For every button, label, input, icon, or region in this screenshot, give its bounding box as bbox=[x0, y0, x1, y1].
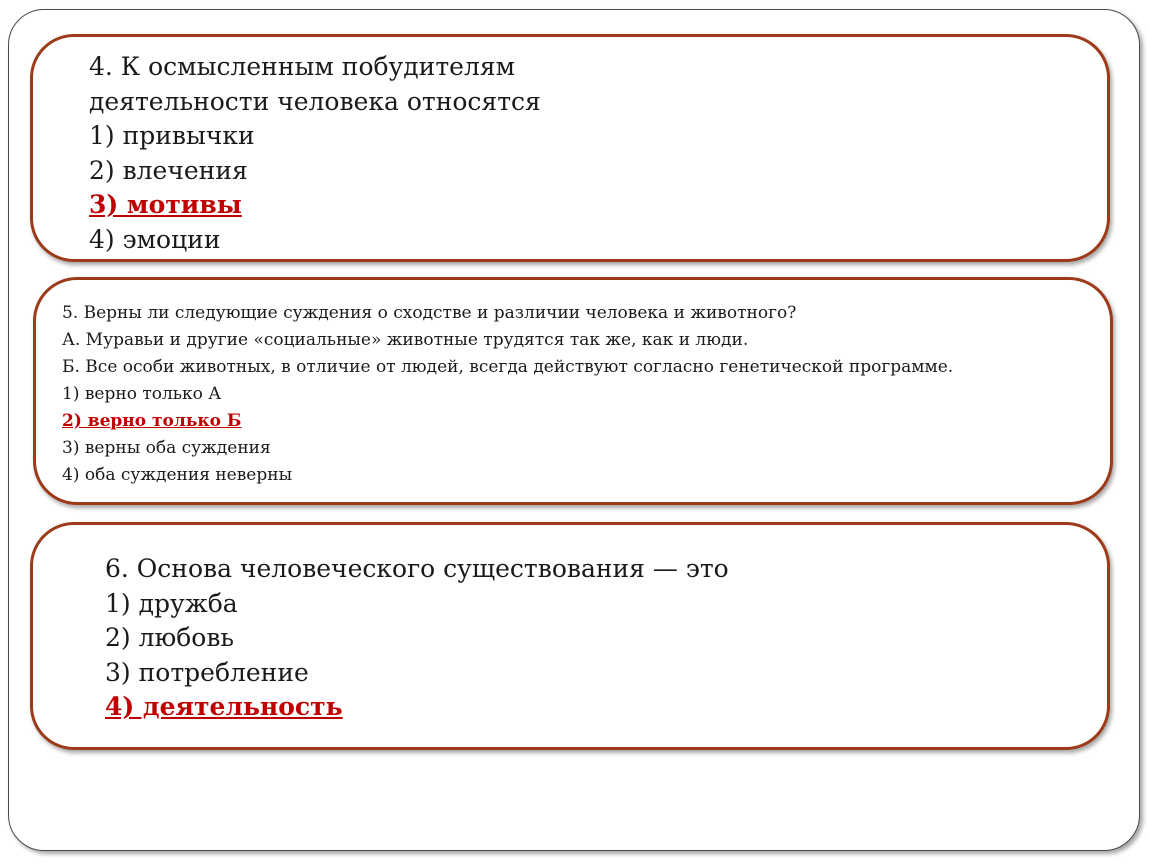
answer-option-3: 3) верны оба суждения bbox=[62, 438, 271, 458]
answer-option-2: 2) влечения bbox=[89, 155, 248, 185]
correct-answer-option-2: 2) верно только Б bbox=[62, 411, 242, 431]
answer-option-1: 1) привычки bbox=[89, 121, 255, 150]
answer-option-1: 1) дружба bbox=[105, 588, 238, 618]
question-text-line: 6. Основа человеческого существования — это bbox=[105, 554, 729, 583]
question-box-4 bbox=[30, 34, 1110, 262]
statement-b: Б. Все особи животных, в отличие от людей, всегда действуют согласно генетической программе. bbox=[62, 357, 954, 377]
answer-option-1: 1) верно только А bbox=[62, 384, 222, 404]
correct-answer-option-4: 4) деятельность bbox=[105, 692, 343, 721]
question-box-6 bbox=[30, 522, 1110, 750]
question-content bbox=[105, 552, 729, 725]
answer-option-3: 3) потребление bbox=[105, 657, 309, 687]
question-text-line: деятельности человека относятся bbox=[89, 86, 541, 116]
answer-option-4: 4) оба суждения неверны bbox=[62, 465, 293, 485]
correct-answer-option-3: 3) мотивы bbox=[89, 190, 242, 219]
question-text-line: 5. Верны ли следующие суждения о сходстве и различии человека и животного? bbox=[62, 303, 797, 323]
statement-a: А. Муравьи и другие «социальные» животные трудятся так же, как и люди. bbox=[62, 330, 749, 350]
answer-option-4: 4) эмоции bbox=[89, 224, 221, 254]
question-content bbox=[62, 300, 953, 489]
question-box-5 bbox=[33, 277, 1113, 505]
question-text-line: 4. К осмысленным побудителям bbox=[89, 52, 516, 81]
question-content bbox=[89, 50, 541, 257]
answer-option-2: 2) любовь bbox=[105, 623, 235, 652]
